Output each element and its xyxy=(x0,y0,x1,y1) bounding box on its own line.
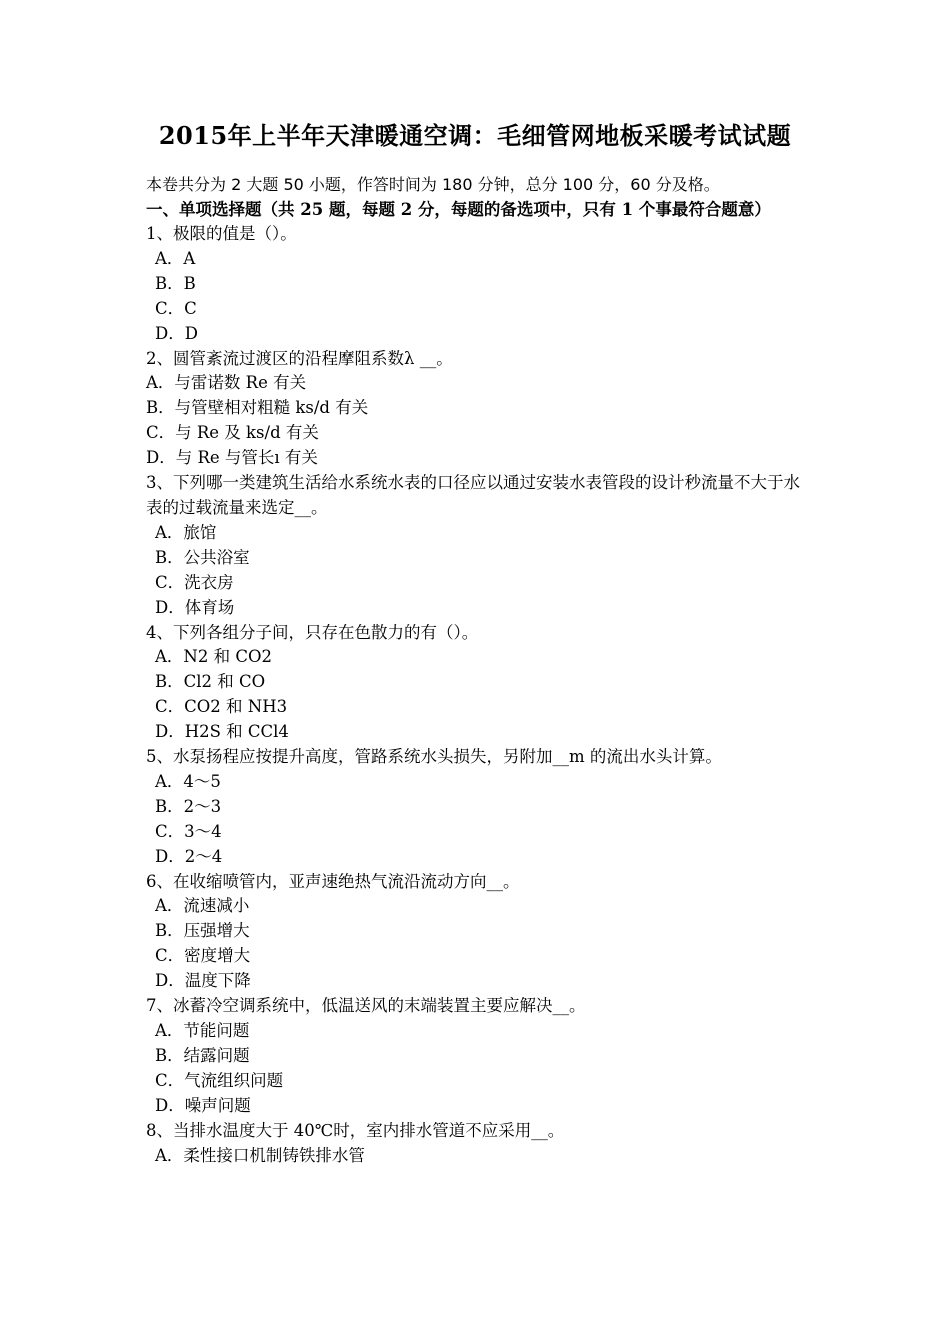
question-5 xyxy=(146,745,816,870)
option-b: B．压强增大 xyxy=(155,921,250,941)
option-d: D．D xyxy=(155,323,198,343)
option-a: A．4～5 xyxy=(155,771,221,791)
option-b: B．结露问题 xyxy=(155,1045,250,1065)
question-stem: 2、圆管紊流过渡区的沿程摩阻系数λ __。 xyxy=(146,348,453,368)
option-b: B．公共浴室 xyxy=(155,547,250,567)
question-stem: 1、极限的值是（）。 xyxy=(146,224,297,243)
question-stem: 4、下列各组分子间，只存在色散力的有（）。 xyxy=(146,622,479,642)
option-c: C．洗衣房 xyxy=(155,572,234,592)
option-c: C．C xyxy=(155,298,197,318)
option-c: C．密度增大 xyxy=(155,946,251,966)
question-stem: 8、当排水温度大于 40℃时，室内排水管道不应采用__。 xyxy=(146,1120,565,1140)
option-d: D．噪声问题 xyxy=(155,1095,251,1115)
question-stem: 5、水泵扬程应按提升高度，管路系统水头损失，另附加__m 的流出水头计算。 xyxy=(146,747,722,767)
option-c: C．CO2 和 NH3 xyxy=(155,697,288,717)
document-title: 2015年上半年天津暖通空调：毛细管网地板采暖考试试题 xyxy=(158,121,792,150)
exam-intro: 本卷共分为 2 大题 50 小题，作答时间为 180 分钟，总分 100 分，60 分及格。 xyxy=(146,175,720,194)
option-a: A．A xyxy=(155,248,196,268)
option-b: B．B xyxy=(155,273,196,293)
option-b: B．与管壁相对粗糙 ks/d 有关 xyxy=(146,398,369,418)
option-a: A．N2 和 CO2 xyxy=(155,647,272,667)
question-1 xyxy=(146,222,816,347)
option-a: A．与雷诺数 Re 有关 xyxy=(146,373,307,393)
question-6 xyxy=(146,870,816,995)
option-b: B．2～3 xyxy=(155,796,222,816)
question-8 xyxy=(146,1119,816,1169)
question-3 xyxy=(146,471,816,620)
option-d: D．温度下降 xyxy=(155,971,251,991)
option-b: B．Cl2 和 CO xyxy=(155,672,266,692)
question-stem: 7、冰蓄冷空调系统中，低温送风的末端装置主要应解决__。 xyxy=(146,996,586,1016)
option-d: D．H2S 和 CCl4 xyxy=(155,722,289,742)
section-heading: 一、单项选择题（共 25 题，每题 2 分，每题的备选项中，只有 1 个事最符合题意） xyxy=(146,200,771,219)
question-stem: 3、下列哪一类建筑生活给水系统水表的口径应以通过安装水表管段的设计秒流量不大于水表的过载流量来选定__。 xyxy=(146,473,800,517)
question-7 xyxy=(146,994,816,1119)
option-a: A．柔性接口机制铸铁排水管 xyxy=(155,1145,365,1165)
option-a: A．流速减小 xyxy=(155,896,250,916)
option-a: A．旅馆 xyxy=(155,522,217,542)
question-4 xyxy=(146,621,816,746)
option-d: D．体育场 xyxy=(155,597,235,617)
option-d: D．与 Re 与管长ı 有关 xyxy=(146,448,318,468)
option-c: C．气流组织问题 xyxy=(155,1070,284,1090)
option-c: C．3～4 xyxy=(155,821,222,841)
document-body xyxy=(146,172,816,1168)
question-stem: 6、在收缩喷管内，亚声速绝热气流沿流动方向__。 xyxy=(146,871,520,891)
option-a: A．节能问题 xyxy=(155,1021,250,1040)
question-2 xyxy=(146,347,816,472)
option-c: C．与 Re 及 ks/d 有关 xyxy=(146,423,319,443)
option-d: D．2～4 xyxy=(155,846,223,866)
